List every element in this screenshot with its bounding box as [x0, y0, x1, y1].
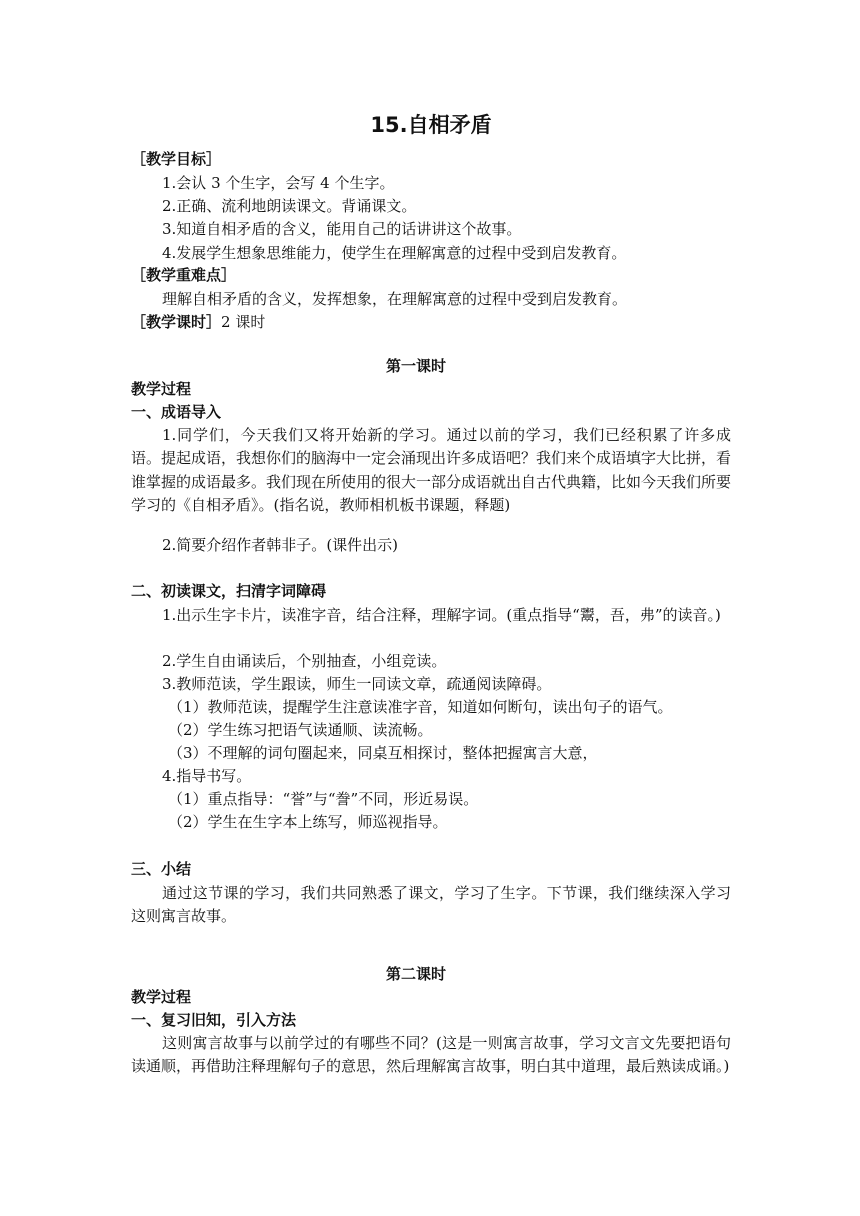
lesson1-section2-heading: 二、初读课文，扫清字词障碍 [131, 582, 327, 600]
goal-item: 1.会认 3 个生字，会写 4 个生字。 [162, 174, 395, 192]
lesson2-section1-heading: 一、复习旧知，引入方法 [131, 1011, 297, 1029]
lesson2-section1-paragraph: 这则寓言故事与以前学过的有哪些不同？(这是一则寓言故事，学习文言文先要把语句读通顺，再借助注释理解句子的意思，然后理解寓言故事，明白其中道理，最后熟读成诵。) [131, 1034, 731, 1076]
lesson1-section2-subitem: （1）教师范读，提醒学生注意读准字音，知道如何断句，读出句子的语气。 [168, 698, 673, 716]
lesson1-title: 第一课时 [385, 357, 446, 375]
lesson1-section2-subitem: （3）不理解的词句圈起来，同桌互相探讨，整体把握寓言大意， [168, 744, 598, 762]
lesson1-section2-paragraph: 1.出示生字卡片，读准字音，结合注释，理解字词。(重点指导“鬻，吾，弗”的读音。) [162, 606, 721, 624]
hours-heading: ［教学课时］ [131, 313, 222, 331]
lesson1-section2-item: 4.指导书写。 [162, 767, 252, 785]
lesson1-section3-paragraph: 通过这节课的学习，我们共同熟悉了课文，学习了生字。下节课，我们继续深入学习这则寓言故事。 [131, 884, 731, 926]
lesson1-section2-subitem: （2）学生在生字本上练写，师巡视指导。 [168, 813, 448, 831]
goal-item: 2.正确、流利地朗读课文。背诵课文。 [162, 197, 417, 215]
lesson1-section2-item: 3.教师范读，学生跟读，师生一同读文章，疏通阅读障碍。 [162, 675, 552, 693]
lesson1-section2-subitem: （1）重点指导：“誉”与“誊”不同，形近易误。 [168, 790, 479, 808]
hours-line [131, 311, 265, 334]
keypoints-text: 理解自相矛盾的含义，发挥想象，在理解寓意的过程中受到启发教育。 [162, 290, 628, 308]
goal-item: 4.发展学生想象思维能力，使学生在理解寓意的过程中受到启发教育。 [162, 244, 627, 262]
lesson1-section1-item: 2.简要介绍作者韩非子。(课件出示) [162, 536, 399, 554]
goals-heading: ［教学目标］ [131, 150, 222, 168]
lesson1-section1-paragraph: 1.同学们，今天我们又将开始新的学习。通过以前的学习，我们已经积累了许多成语。提起成语，我想你们的脑海中一定会涌现出许多成语吧？我们来个成语填字大比拼，看谁掌握的成语最多。我们现在所使用的很大一部分成语就出自古代典籍，比如今天我们所要学习的《自相矛盾》。(指名说，教师相机板书课题，释题) [131, 426, 732, 515]
document-title: 15.自相矛盾 [370, 113, 492, 137]
lesson2-title: 第二课时 [385, 965, 446, 983]
lesson1-section2-item: 2.学生自由诵读后，个别抽查，小组竞读。 [162, 652, 447, 670]
goal-item: 3.知道自相矛盾的含义，能用自己的话讲讲这个故事。 [162, 220, 522, 238]
lesson2-process-heading: 教学过程 [131, 988, 192, 1006]
lesson1-section2-subitem: （2）学生练习把语气读通顺、读流畅。 [168, 721, 433, 739]
hours-value: 2 课时 [221, 313, 266, 331]
lesson1-section3-heading: 三、小结 [131, 860, 192, 878]
lesson1-process-heading: 教学过程 [131, 380, 192, 398]
lesson1-section1-heading: 一、成语导入 [131, 403, 222, 421]
keypoints-heading: ［教学重难点］ [131, 266, 237, 284]
